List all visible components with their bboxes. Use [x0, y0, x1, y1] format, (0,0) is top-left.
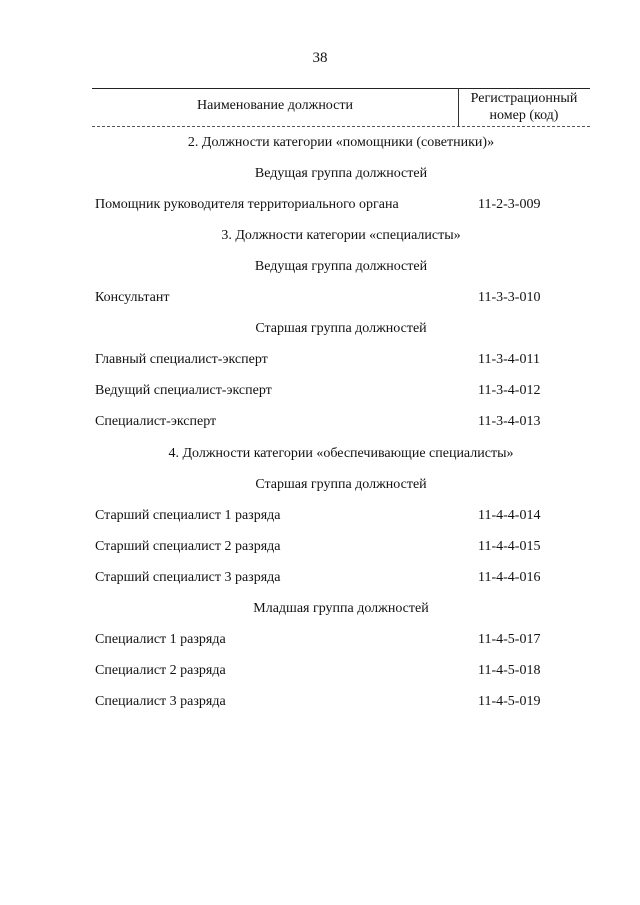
table-header-bottom-rule: [92, 126, 590, 127]
position-name: Помощник руководителя территориального органа: [95, 197, 399, 212]
position-name: Старший специалист 3 разряда: [95, 570, 281, 585]
position-name: Старший специалист 1 разряда: [95, 508, 281, 523]
position-code: 11-2-3-009: [478, 197, 541, 212]
position-name: Специалист 3 разряда: [95, 694, 226, 709]
position-name: Ведущий специалист-эксперт: [95, 383, 272, 398]
position-code: 11-3-4-012: [478, 383, 541, 398]
group-heading: Старшая группа должностей: [255, 477, 427, 492]
category-heading: 2. Должности категории «помощники (советники)»: [187, 135, 495, 150]
group-heading: Ведущая группа должностей: [254, 166, 428, 181]
position-code: 11-4-5-017: [478, 632, 541, 647]
category-heading: 3. Должности категории «специалисты»: [221, 228, 461, 243]
position-code: 11-4-4-016: [478, 570, 541, 585]
position-code: 11-4-5-018: [478, 663, 541, 678]
header-code-line1: Регистрационный: [470, 91, 578, 106]
position-code: 11-4-4-014: [478, 508, 541, 523]
position-code: 11-3-4-011: [478, 352, 540, 367]
position-name: Старший специалист 2 разряда: [95, 539, 281, 554]
position-code: 11-3-3-010: [478, 290, 541, 305]
group-heading: Старшая группа должностей: [255, 321, 427, 336]
position-name: Специалист 1 разряда: [95, 632, 226, 647]
position-name: Специалист-эксперт: [95, 414, 217, 429]
table-top-rule: [92, 88, 590, 89]
position-code: 11-4-4-015: [478, 539, 541, 554]
header-registration-code: [458, 90, 590, 124]
position-code: 11-4-5-019: [478, 694, 541, 709]
group-heading: Ведущая группа должностей: [254, 259, 428, 274]
position-name: Консультант: [95, 290, 170, 305]
category-heading: 4. Должности категории «обеспечивающие специалисты»: [168, 446, 514, 461]
group-heading: Младшая группа должностей: [253, 601, 429, 616]
position-name: Главный специалист-эксперт: [95, 352, 268, 367]
position-code: 11-3-4-013: [478, 414, 541, 429]
page-number: 38: [312, 50, 328, 66]
header-position-name: Наименование должности: [197, 98, 353, 113]
position-name: Специалист 2 разряда: [95, 663, 226, 678]
header-code-line2: номер (код): [489, 108, 559, 123]
